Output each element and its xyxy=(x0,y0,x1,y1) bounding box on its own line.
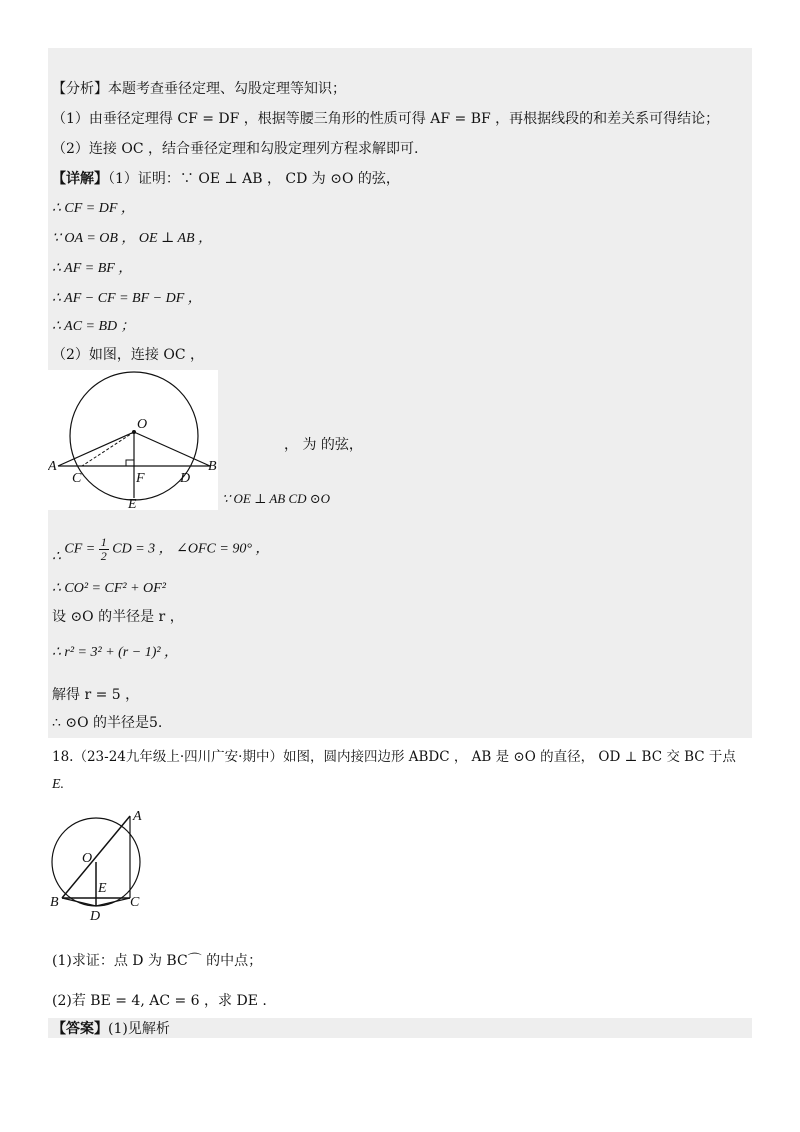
detail-line-head xyxy=(52,170,400,188)
fig1-label-E: E xyxy=(128,497,137,510)
proof-step-12: ∴ ⊙O 的半径是5. xyxy=(52,715,163,731)
answer-heading: 【答案】 xyxy=(52,1021,108,1037)
proof-step-7 xyxy=(52,536,269,567)
fig2-label-E: E xyxy=(98,881,107,896)
question-2: (2)若 BE = 4, AC = 6 ，求 DE . xyxy=(52,993,267,1009)
fraction-denominator: 2 xyxy=(100,549,107,563)
fig2-label-C: C xyxy=(130,895,140,910)
proof-step-3: ∴ AF = BF ， xyxy=(52,261,133,276)
figure-1-svg xyxy=(48,370,218,510)
fraction-numerator: 1 xyxy=(100,535,107,549)
analysis-line-1: 【分析】本题考查垂径定理、勾股定理等知识； xyxy=(52,81,346,97)
analysis-line-2: （1）由垂径定理得 CF = DF ，根据等腰三角形的性质可得 AF = BF ，再根据线段的和差关系可得结论； xyxy=(52,111,720,127)
proof-step-2: ∵ OA = OB ， OE ⊥ AB ， xyxy=(52,231,213,246)
fig2-label-B: B xyxy=(50,895,59,910)
fig1-label-D: D xyxy=(180,471,191,486)
figure-2-svg xyxy=(44,806,154,924)
figure-inscribed-quadrilateral xyxy=(44,806,154,924)
fig1-label-B: B xyxy=(208,459,217,474)
proof-step-9: 设 ⊙O 的半径是 r ， xyxy=(52,609,184,625)
question-1: (1)求证：点 D 为 BC⌒ 的中点； xyxy=(52,953,263,969)
proof-step-10: ∴ r² = 3² + (r − 1)² ， xyxy=(52,645,179,660)
problem-18-line-2: E. xyxy=(52,777,65,792)
fig2-label-D: D xyxy=(90,909,101,924)
beside-figure-text-top: ， 为 的弦， xyxy=(284,437,363,453)
proof-step-1: ∴ CF = DF ， xyxy=(52,201,135,216)
part2-intro: （2）如图，连接 OC ， xyxy=(52,347,204,363)
problem-18-line-1: 18.（23-24九年级上·四川广安·期中）如图，圆内接四边形 ABDC ， AB 是 ⊙O 的直径， OD ⊥ BC 交 BC 于点 xyxy=(52,749,736,765)
cf-rhs: CD = 3 ， ∠OFC = 90° ， xyxy=(112,541,270,557)
fig1-label-A: A xyxy=(48,459,57,474)
fig1-label-C: C xyxy=(72,471,82,486)
answer-line xyxy=(52,1020,170,1038)
proof-step-5: ∴ AC = BD ； xyxy=(52,319,135,334)
fig2-label-A: A xyxy=(133,809,142,824)
fraction-one-half xyxy=(99,536,109,563)
fig1-label-F: F xyxy=(136,471,145,486)
detail-head-text: （1）证明：∵ OE ⊥ AB ， CD 为 ⊙O 的弦， xyxy=(108,171,400,187)
proof-step-11: 解得 r = 5 ， xyxy=(52,687,140,703)
cf-lhs: CF = xyxy=(64,541,96,557)
fig2-label-O: O xyxy=(82,851,93,866)
detail-heading: 【详解】 xyxy=(52,171,108,187)
therefore-symbol: ∴ xyxy=(52,549,61,565)
figure-circle-chord xyxy=(48,370,218,510)
fig1-label-O: O xyxy=(137,417,148,432)
proof-step-8: ∴ CO² = CF² + OF² xyxy=(52,581,166,596)
beside-figure-text-bottom: ∵ OE ⊥ AB CD ⊙O xyxy=(222,491,331,506)
answer-text: (1)见解析 xyxy=(108,1021,170,1037)
proof-step-4: ∴ AF − CF = BF − DF ， xyxy=(52,291,202,306)
analysis-line-3: （2）连接 OC ，结合垂径定理和勾股定理列方程求解即可. xyxy=(52,141,419,157)
